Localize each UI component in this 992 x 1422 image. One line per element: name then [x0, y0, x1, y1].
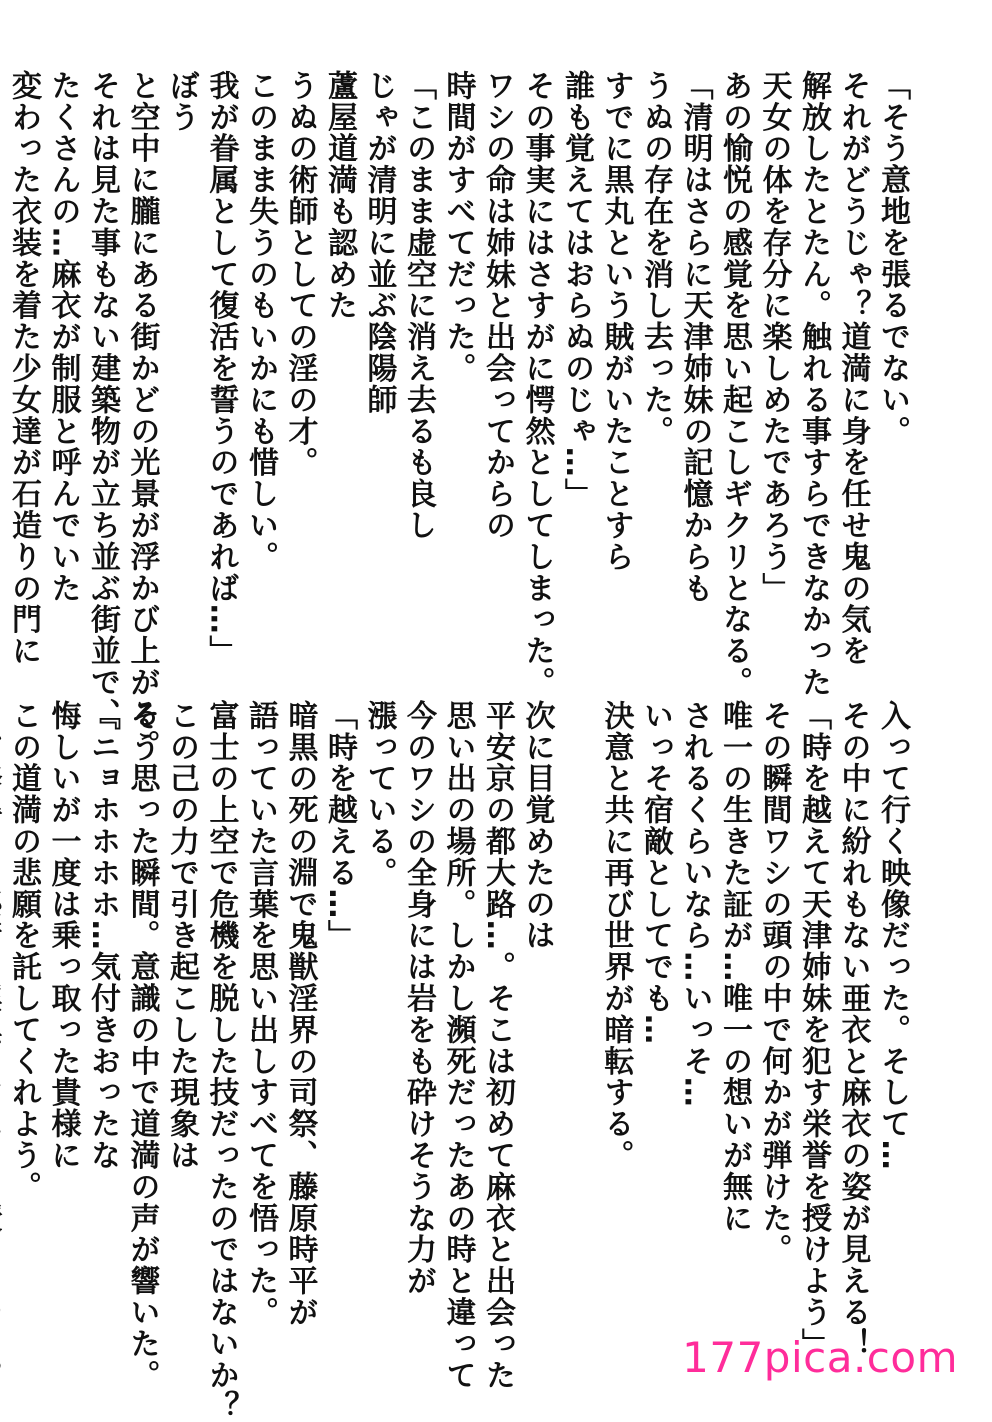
text-column: 「時を越える…」: [322, 700, 357, 952]
text-column: 富士の上空で危機を脱した技だったのではないか？: [203, 700, 239, 1422]
text-column: 悔しいが一度は乗っ取った貴様に: [45, 700, 81, 1171]
text-column: この己の力で引き起こした現象は: [164, 700, 199, 1171]
text-column: その瞬間ワシの頭の中で何かが弾けた。: [756, 700, 792, 1266]
text-column: このまま失うのもいかにも惜しい。: [243, 70, 278, 573]
text-column: [0, 700, 4, 1320]
text-column: 次に目覚めたのは: [519, 700, 555, 952]
text-column: うぬの術師としての淫の才。: [282, 70, 318, 479]
top-text-block: [4, 70, 913, 761]
text-column: それは見た事もない建築物が立ち並ぶ街並で、: [85, 70, 120, 730]
text-column: すでに黒丸という賊がいたことすら: [598, 70, 634, 573]
text-column: 誰も覚えてはおらぬのじゃ…」: [559, 70, 594, 510]
text-column: 蘆屋道満も認めた: [322, 70, 357, 322]
text-column: この道満の悲願を託してくれよう。: [6, 700, 41, 1203]
text-column: 語っていた言葉を思い出しすべてを悟った。: [243, 700, 278, 1328]
text-column: たくさんの…麻衣が制服と呼んでいた: [45, 70, 81, 604]
text-column: ぼう: [164, 70, 199, 133]
text-column: 唯一の生きた証が…唯一の想いが無に: [717, 700, 752, 1234]
text-column: それがどうじゃ？道満に身を任せ鬼の気を: [835, 70, 871, 667]
text-column: いっそ宿敵としてでも…: [638, 700, 673, 1046]
text-column: ワシの命は姉妹と出会ってからの: [480, 70, 515, 541]
text-column: 時間がすべてだった。: [440, 70, 476, 384]
text-column: 暗黒の死の淵で鬼獣淫界の司祭、藤原時平が: [282, 700, 318, 1328]
text-column: 入って行く映像だった。そして…: [875, 700, 910, 1171]
text-column: 思い出の場所。しかし瀕死だったあの時と違って: [440, 700, 476, 1391]
text-column: その中に紛れもない亜衣と麻衣の姿が見える！: [835, 700, 871, 1360]
text-column: 決意と共に再び世界が暗転する。: [598, 700, 634, 1171]
text-column: されるくらいなら…いっそ…: [677, 700, 713, 1109]
text-column: その事実にはさすがに愕然としてしまった。: [519, 70, 555, 698]
text-column: 平安京の都大路…。そこは初めて麻衣と出会った: [480, 700, 515, 1391]
text-column: あの愉悦の感覚を思い起こしギクリとなる。: [717, 70, 752, 698]
text-column: じゃが清明に並ぶ陰陽師: [361, 70, 397, 416]
text-column: [557, 700, 597, 1320]
text-column: 「このまま虚空に消え去るも良し: [401, 70, 436, 541]
text-column: 『ニョホホホホ…気付きおったな: [85, 700, 120, 1171]
text-column: 我が眷属として復活を誓うのであれば…」: [203, 70, 239, 667]
text-column: うぬの存在を消し去った。: [638, 70, 673, 447]
text-column: 漲っている。: [361, 700, 397, 889]
text-column: そう思った瞬間。意識の中で道満の声が響いた。: [124, 700, 160, 1391]
text-column: 変わった衣装を着た少女達が石造りの門に: [6, 70, 41, 667]
text-column: 「そう意地を張るでない。: [875, 70, 910, 447]
text-column: 「時を越えて天津姉妹を犯す栄誉を授けよう」: [796, 700, 831, 1360]
text-column: 「清明はさらに天津姉妹の記憶からも: [677, 70, 713, 604]
text-column: と空中に朧にある街かどの光景が浮かび上がる。: [124, 70, 160, 761]
text-column: 解放したとたん。触れる事すらできなかった: [796, 70, 831, 698]
text-column: 今のワシの全身には岩をも砕けそうな力が: [401, 700, 436, 1297]
text-column: 天女の体を存分に楽しめたであろう」: [756, 70, 792, 604]
watermark: 177pica.com: [682, 1333, 958, 1382]
